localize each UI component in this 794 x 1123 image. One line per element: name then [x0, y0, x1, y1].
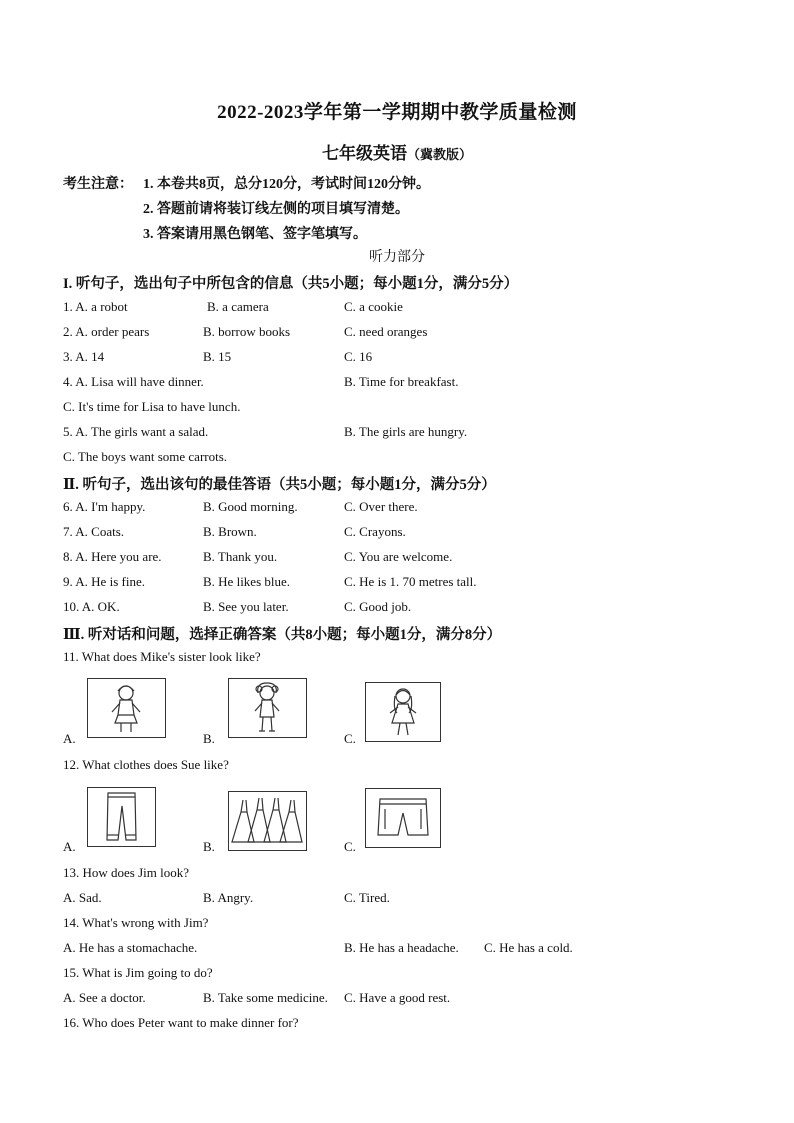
q5-option-b: B. The girls are hungry.: [344, 424, 468, 439]
q15-option-b: B. Take some medicine.: [203, 990, 328, 1005]
q2-option-c: C. need oranges: [344, 324, 428, 339]
notice-label: 考生注意：: [63, 177, 133, 192]
q11-label-c: C.: [344, 731, 356, 746]
q15-option-a: A. See a doctor.: [63, 990, 146, 1005]
q1-option-a: 1. A. a robot: [63, 299, 128, 314]
q2-option-a: 2. A. order pears: [63, 324, 150, 339]
q13-stem: 13. How does Jim look?: [63, 865, 190, 880]
shorts-icon: [366, 789, 440, 847]
q12-picture-a: [87, 787, 156, 847]
q8-option-a: 8. A. Here you are.: [63, 549, 162, 564]
q12-picture-b: [228, 791, 307, 851]
q7-option-b: B. Brown.: [203, 524, 257, 539]
q14-stem: 14. What's wrong with Jim?: [63, 915, 209, 930]
q9-option-a: 9. A. He is fine.: [63, 574, 145, 589]
q7-option-c: C. Crayons.: [344, 524, 406, 539]
section-1-title: I. 听句子，选出句子中所包含的信息（共5小题；每小题1分，满分5分）: [63, 276, 519, 292]
part-title: 听力部分: [369, 250, 425, 265]
q11-label-b: B.: [203, 731, 215, 746]
q1-option-b: B. a camera: [207, 299, 269, 314]
q12-picture-c: [365, 788, 441, 848]
q11-picture-a: [87, 678, 166, 738]
q6-option-a: 6. A. I'm happy.: [63, 499, 146, 514]
girl-curly-hair-icon: [229, 679, 306, 737]
pants-icon: [88, 788, 155, 846]
q4-option-c: C. It's time for Lisa to have lunch.: [63, 399, 241, 414]
q12-label-c: C.: [344, 839, 356, 854]
q10-option-c: C. Good job.: [344, 599, 412, 614]
q11-picture-c: [365, 682, 441, 742]
q13-option-c: C. Tired.: [344, 890, 390, 905]
girl-short-hair-icon: [88, 679, 165, 737]
q6-option-c: C. Over there.: [344, 499, 418, 514]
q15-option-c: C. Have a good rest.: [344, 990, 451, 1005]
q5-option-a: 5. A. The girls want a salad.: [63, 424, 209, 439]
q14-option-b: B. He has a headache.: [344, 940, 459, 955]
girl-long-hair-icon: [366, 683, 440, 741]
q15-stem: 15. What is Jim going to do?: [63, 965, 213, 980]
q11-stem: 11. What does Mike's sister look like?: [63, 649, 261, 664]
q7-option-a: 7. A. Coats.: [63, 524, 125, 539]
q13-option-a: A. Sad.: [63, 890, 102, 905]
notice-item-2: 2. 答题前请将装订线左侧的项目填写清楚。: [143, 202, 409, 217]
notice-item-3: 3. 答案请用黑色钢笔、签字笔填写。: [143, 227, 367, 242]
q1-option-c: C. a cookie: [344, 299, 403, 314]
q12-label-b: B.: [203, 839, 215, 854]
q5-option-c: C. The boys want some carrots.: [63, 449, 228, 464]
q14-option-a: A. He has a stomachache.: [63, 940, 198, 955]
notice-item-1: 1. 本卷共8页，总分120分，考试时间120分钟。: [143, 177, 430, 192]
q9-option-b: B. He likes blue.: [203, 574, 291, 589]
q10-option-a: 10. A. OK.: [63, 599, 120, 614]
q3-option-c: C. 16: [344, 349, 373, 364]
q16-stem: 16. Who does Peter want to make dinner for?: [63, 1015, 299, 1030]
q11-label-a: A.: [63, 731, 76, 746]
q14-option-c: C. He has a cold.: [484, 940, 573, 955]
section-2-title: Ⅱ. 听句子，选出该句的最佳答语（共5小题；每小题1分，满分5分）: [63, 477, 496, 493]
q3-option-b: B. 15: [203, 349, 232, 364]
q4-option-a: 4. A. Lisa will have dinner.: [63, 374, 204, 389]
q8-option-c: C. You are welcome.: [344, 549, 453, 564]
q2-option-b: B. borrow books: [203, 324, 291, 339]
q12-stem: 12. What clothes does Sue like?: [63, 757, 229, 772]
q13-option-b: B. Angry.: [203, 890, 254, 905]
q6-option-b: B. Good morning.: [203, 499, 298, 514]
q9-option-c: C. He is 1. 70 metres tall.: [344, 574, 477, 589]
exam-title: 2022-2023学年第一学期期中教学质量检测: [217, 102, 577, 123]
exam-subtitle-line: [0, 139, 794, 164]
q3-option-a: 3. A. 14: [63, 349, 105, 364]
q10-option-b: B. See you later.: [203, 599, 289, 614]
section-3-title: Ⅲ. 听对话和问题，选择正确答案（共8小题；每小题1分，满分8分）: [63, 627, 502, 643]
q8-option-b: B. Thank you.: [203, 549, 278, 564]
dresses-icon: [229, 792, 306, 850]
exam-edition: （冀教版）: [406, 147, 472, 162]
exam-subtitle: 七年级英语: [321, 144, 407, 163]
q12-label-a: A.: [63, 839, 76, 854]
q4-option-b: B. Time for breakfast.: [344, 374, 459, 389]
q11-picture-b: [228, 678, 307, 738]
